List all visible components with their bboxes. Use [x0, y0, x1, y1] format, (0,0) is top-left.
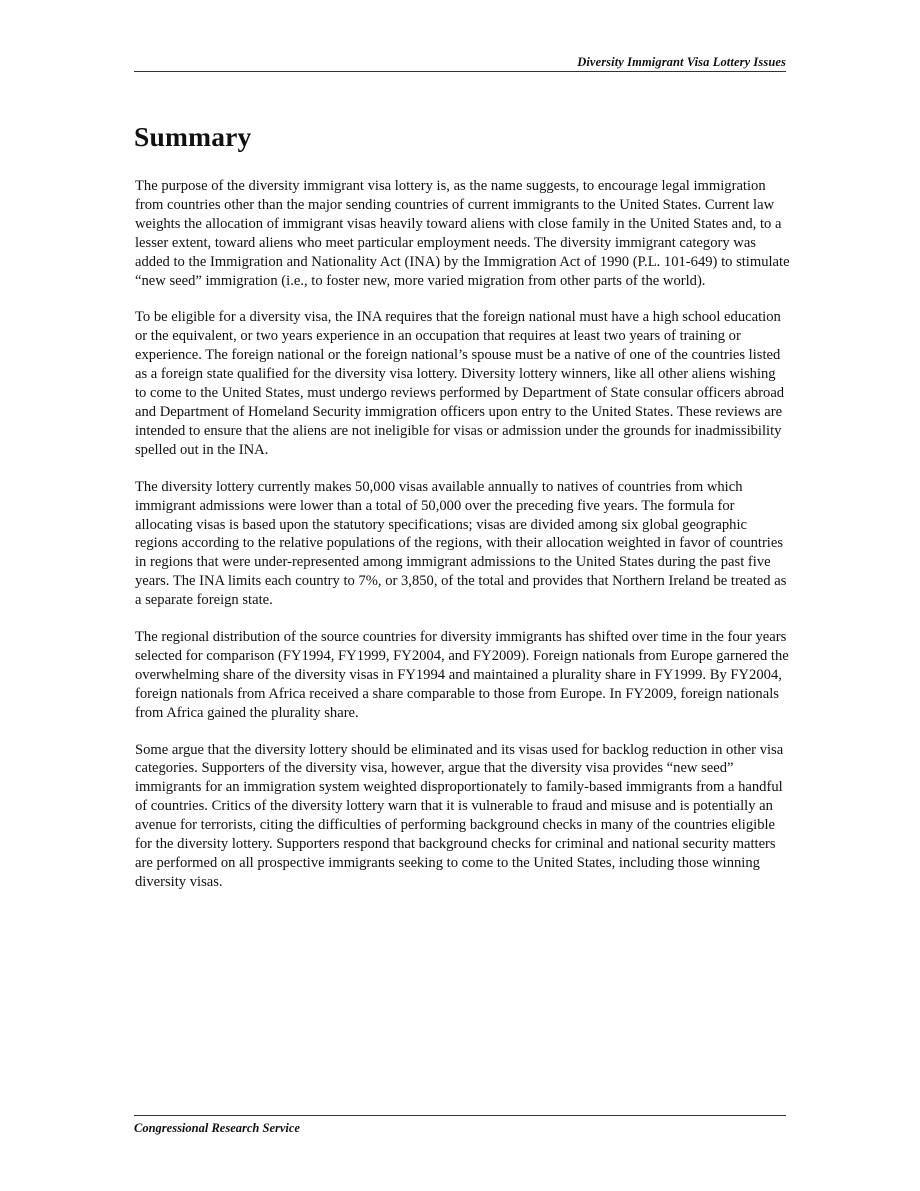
running-header: Diversity Immigrant Visa Lottery Issues	[577, 55, 786, 69]
footer-divider	[134, 1115, 786, 1116]
paragraph-allocation: The diversity lottery currently makes 50,000 visas available annually to natives of countries from which immigrant admissions were lower than a total of 50,000 over the preceding five years. The formula for allocating visas is based upon the statutory specifications; visas are divided among six global geographic regions according to the relative populations of the regions, with their allocation weighted in favor of countries in regions that were under-represented among immigrant admissions to the United States during the past five years. The INA limits each country to 7%, or 3,850, of the total and provides that Northern Ireland be treated as a separate foreign state.	[135, 478, 787, 609]
header-divider	[134, 71, 786, 72]
paragraph-eligibility: To be eligible for a diversity visa, the INA requires that the foreign national must have a high school education or the equivalent, or two years experience in an occupation that requires at least two years of training or experience. The foreign national or the foreign national’s spouse must be a native of one of the countries listed as a foreign state qualified for the diversity visa lottery. Diversity lottery winners, like all other aliens wishing to come to the United States, must undergo reviews performed by Department of State consular officers abroad and Department of Homeland Security immigration officers upon entry to the United States. These reviews are intended to ensure that the aliens are not ineligible for visas or admission under the grounds for inadmissibility spelled out in the INA.	[135, 309, 785, 458]
summary-body	[135, 177, 790, 910]
paragraph-purpose: The purpose of the diversity immigrant visa lottery is, as the name suggests, to encourage legal immigration from countries other than the major sending countries of current immigrants to the United States. Current law weights the allocation of immigrant visas heavily toward aliens with close family in the United States and, to a lesser extent, toward aliens who meet particular employment needs. The diversity immigrant category was added to the Immigration and Nationality Act (INA) by the Immigration Act of 1990 (P.L. 101-649) to stimulate “new seed” immigration (i.e., to foster new, more varied migration from other parts of the world).	[135, 178, 790, 289]
page-title: Summary	[134, 121, 252, 152]
paragraph-debate: Some argue that the diversity lottery should be eliminated and its visas used for backlog reduction in other visa categories. Supporters of the diversity visa, however, argue that the diversity visa provides “new seed” immigrants for an immigration system weighted disproportionately to family-based immigrants from a handful of countries. Critics of the diversity lottery warn that it is vulnerable to fraud and misuse and is potentially an avenue for terrorists, citing the difficulties of performing background checks in many of the countries eligible for the diversity lottery. Supporters respond that background checks for criminal and national security matters are performed on all prospective immigrants seeking to come to the United States, including those winning diversity visas.	[135, 741, 784, 890]
paragraph-regional-distribution: The regional distribution of the source countries for diversity immigrants has shifted over time in the four years selected for comparison (FY1994, FY1999, FY2004, and FY2009). Foreign nationals from Europe garnered the overwhelming share of the diversity visas in FY1994 and maintained a plurality share in FY1999. By FY2004, foreign nationals from Africa received a share comparable to those from Europe. In FY2009, foreign nationals from Africa gained the plurality share.	[135, 629, 789, 721]
footer-organization: Congressional Research Service	[134, 1121, 300, 1135]
